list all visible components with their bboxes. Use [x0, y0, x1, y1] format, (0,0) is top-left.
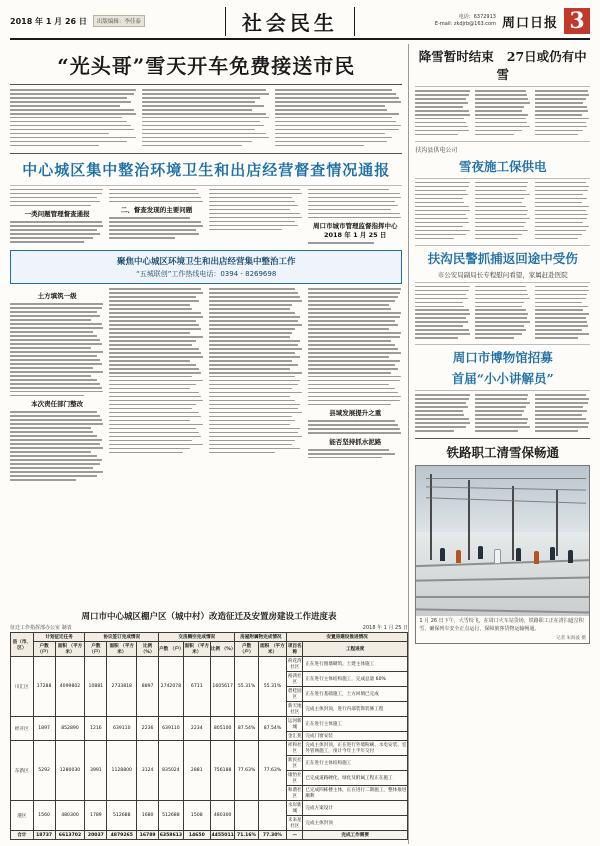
- cell-value: 1680: [137, 801, 159, 831]
- divider: [415, 141, 590, 142]
- page-number: 3: [564, 8, 590, 34]
- progress-table: [10, 632, 408, 840]
- notice-office: 周口市城市管理监督指挥中心 2018 年 1 月 25 日: [312, 222, 398, 240]
- cell-total-value: 77.30%: [258, 831, 287, 840]
- text-column: [109, 288, 203, 483]
- cell-value: 1605617: [210, 657, 235, 717]
- table-body: [11, 657, 408, 840]
- th-group-plan: 计划征迁任务: [33, 633, 85, 642]
- cell-region: 川汇区: [11, 657, 34, 717]
- th-hand-households: 户数 （户）: [159, 642, 184, 657]
- cell-project: 新民社区: [287, 756, 303, 771]
- th-plan-households: 户数 （户）: [33, 642, 55, 657]
- article-subhead-a: 土方填筑一级: [37, 292, 77, 301]
- cell-status: 已完成四栋楼主体，正在进行二期施工，整体推进顺利: [303, 786, 408, 801]
- headline-power-supply: 雪夜施工保供电: [458, 158, 547, 174]
- cell-value: 480300: [55, 801, 85, 831]
- cell-region: 东新区: [11, 741, 34, 801]
- text-column: [209, 288, 303, 483]
- text-column: [10, 189, 104, 246]
- article-subhead-c: 县域发展提升之重: [329, 409, 382, 418]
- cell-project: 康怡社区: [287, 771, 303, 786]
- th-project-name: 项目名称: [287, 642, 303, 657]
- text-column: [308, 288, 402, 483]
- th-plan-area: 面积 （平方米）: [55, 642, 85, 657]
- cell-value: 852890: [55, 717, 85, 741]
- table-row: [11, 801, 408, 816]
- text-column: [535, 394, 590, 434]
- railway-photo: [416, 466, 589, 616]
- cell-total-value: 16789: [137, 831, 159, 840]
- lead-story-columns: [10, 89, 402, 149]
- weather-headline-part1: 降雪暂时结束: [418, 49, 494, 64]
- cell-value: 4099802: [55, 657, 85, 717]
- table-group-header-row: [11, 633, 408, 642]
- contact-phone: 电话：6372913: [458, 13, 496, 20]
- table-meta-right: 2018 年 1 月 25 日: [362, 625, 408, 631]
- cell-project: 和谐社区: [287, 786, 303, 801]
- masthead-left: [10, 15, 145, 27]
- th-region: 县（市、区）: [11, 633, 34, 657]
- text-column: [415, 286, 470, 342]
- table-row: [11, 741, 408, 756]
- cell-value: 77.63%: [258, 741, 287, 801]
- text-column: [415, 90, 470, 138]
- cell-value: 1897: [33, 717, 55, 741]
- divider: [10, 185, 402, 186]
- table-meta: [10, 624, 408, 631]
- cell-region: 港区: [11, 801, 34, 831]
- divider: [415, 344, 590, 345]
- divider: [415, 178, 590, 179]
- cell-total-value: 6358613: [159, 832, 183, 838]
- cell-project: 荷花湾社区: [287, 657, 303, 672]
- cell-status: 正在进行主体结构施工，完成总量 60%: [303, 672, 408, 687]
- text-column: [475, 286, 530, 342]
- cell-project: 祥和社区: [287, 741, 303, 756]
- cell-value: 87.54%: [258, 717, 287, 741]
- headline-secondary-story: 中心城区集中整治环境卫生和出店经营督查情况通报: [22, 160, 391, 179]
- cell-value: 1508: [183, 801, 210, 831]
- headline-police-injury: 扶沟民警抓捕返回途中受伤: [427, 250, 578, 266]
- cell-status: 完成主体封顶: [303, 816, 408, 831]
- divider: [415, 245, 590, 246]
- cell-value: 480300: [210, 801, 235, 831]
- th-group-housing: 安置房建设推进情况: [287, 633, 408, 642]
- cell-value: 2733818: [107, 657, 137, 717]
- table-title: 周口市中心城区棚户区（城中村）改造征迁及安置房建设工作进度表: [81, 612, 337, 622]
- cell-value: 3991: [85, 741, 107, 801]
- text-column: [535, 182, 590, 242]
- masthead: [10, 6, 590, 40]
- table-meta-left: 征迁工作指挥部办公室 制表: [10, 625, 72, 631]
- cell-project: 未来星社区: [287, 816, 303, 831]
- cell-region: 经开区: [11, 717, 34, 741]
- divider: [415, 438, 590, 439]
- cell-status: 正在进行基础施工，土方回填已完成: [303, 687, 408, 702]
- divider: [10, 84, 402, 85]
- text-column: [109, 189, 203, 246]
- cell-value: 87.54%: [235, 717, 258, 741]
- weather-headline: [415, 47, 590, 83]
- text-column: [308, 189, 402, 246]
- long-article-columns: [10, 288, 402, 483]
- text-column: [475, 90, 530, 138]
- th-agree-area: 面积 （平方米）: [107, 642, 137, 657]
- photo-block: [415, 465, 590, 644]
- table-row: [11, 717, 408, 732]
- promo-hotline: “五城联创”工作热线电话：0394 - 8269698: [136, 270, 277, 279]
- cell-value: 805100: [210, 717, 235, 741]
- notice-subhead-2: 二、督查发现的主要问题: [120, 206, 193, 215]
- cell-value: 639110: [159, 717, 184, 741]
- cell-value: 512688: [107, 801, 137, 831]
- cell-value: 1280030: [55, 741, 85, 801]
- cell-total-label: 合计: [11, 831, 34, 840]
- cell-value: 2236: [137, 717, 159, 741]
- text-column: [415, 182, 470, 242]
- publication-date: 2018 年 1 月 26 日: [10, 16, 87, 26]
- cell-value: [258, 801, 287, 831]
- text-column: [10, 89, 137, 149]
- table-sub-header-row: [11, 642, 408, 657]
- cell-status: 完成方案设计: [303, 801, 408, 816]
- cell-project: 裕鸿社区: [287, 672, 303, 687]
- cell-project: 碧桂园区: [287, 687, 303, 702]
- section-title: 社会民生: [225, 7, 355, 36]
- cell-value: 2742078: [159, 657, 184, 717]
- cell-value: 756188: [210, 741, 235, 801]
- headline-railway-photo: 铁路职工清雪保畅通: [446, 445, 559, 461]
- cell-value: 1789: [85, 801, 107, 831]
- text-column: [475, 394, 530, 434]
- cell-total-project: —: [287, 831, 303, 840]
- th-hand-ratio: 比例 （%）: [210, 642, 235, 657]
- cell-total-status: 完成工作需要: [303, 831, 408, 840]
- table-total-row: [11, 831, 408, 840]
- cell-status: 完成门窗安装: [303, 732, 408, 741]
- cell-value: 1128800: [107, 741, 137, 801]
- contact-info: [435, 14, 496, 29]
- photo-caption: 1 月 26 日下午，大雪纷飞，在周口火车站货场，铁路职工正在清扫道岔积雪，确保列车安全正点运行，保障旅客货物运输畅通。: [419, 618, 584, 632]
- promo-box[interactable]: [10, 250, 402, 284]
- cell-project: 新天地社区: [287, 702, 303, 717]
- th-hand-area: 面积 （平方米）: [183, 642, 210, 657]
- right-column: [408, 44, 590, 844]
- cell-value: [235, 801, 258, 831]
- article-subhead-b: 本次责任部门整改: [31, 400, 84, 409]
- cell-value: 10881: [85, 657, 107, 717]
- text-column: [209, 189, 303, 246]
- cell-value: 55.31%: [235, 657, 258, 717]
- masthead-right: [435, 8, 590, 34]
- headline-museum-b: 首届“小小讲解员”: [451, 371, 554, 387]
- cell-value: 5292: [33, 741, 55, 801]
- weather-story-columns: [415, 90, 590, 138]
- table-row: [11, 657, 408, 672]
- th-group-handover: 交房腾空完成情况: [159, 633, 235, 642]
- notice-columns: [10, 189, 402, 246]
- cell-value: 639110: [107, 717, 137, 741]
- cell-value: 55.31%: [258, 657, 287, 717]
- cell-total-value: 20037: [85, 831, 107, 840]
- cell-total-value: 4879265: [107, 831, 137, 840]
- th-agree-ratio: 比例 （%）: [137, 642, 159, 657]
- cell-value: 6711: [183, 657, 210, 717]
- text-column: [415, 394, 470, 434]
- editor-tag: 出版编辑：李佳泰: [93, 15, 145, 27]
- story-kicker: 扶沟县供电公司: [415, 146, 458, 154]
- notice-subhead-1: 一类问题管理督查通报: [24, 210, 90, 219]
- police-story-subhead: 市公安局副局长专程慰问看望，家属赶赴医院: [437, 270, 568, 279]
- cell-total-value: 71.16%: [235, 831, 258, 840]
- divider: [415, 390, 590, 391]
- text-column: [535, 286, 590, 342]
- cell-value: 2881: [183, 741, 210, 801]
- cell-value: 512688: [159, 801, 184, 831]
- photo-credit: 记者 朱海波 摄: [556, 636, 586, 642]
- power-story-columns: [415, 182, 590, 242]
- cell-status: 正在进行主体结构施工: [303, 756, 408, 771]
- th-group-agreement: 协议签订完成情况: [85, 633, 159, 642]
- cell-status: 已完成道路硬化，绿化及附属工程正在施工: [303, 771, 408, 786]
- text-column: [535, 90, 590, 138]
- cell-value: 17288: [33, 657, 55, 717]
- cell-value: 835024: [159, 741, 184, 801]
- cell-value: 2234: [183, 717, 210, 741]
- th-attach-area: 面积 （平方米）: [258, 642, 287, 657]
- police-story-columns: [415, 286, 590, 342]
- text-column: [275, 89, 402, 149]
- th-agree-households: 户数 （户）: [85, 642, 107, 657]
- th-attach-households: 户数 （户）: [235, 642, 258, 657]
- headline-lead-story: “光头哥”雪天开车免费接送市民: [57, 54, 356, 78]
- museum-story-columns: [415, 394, 590, 434]
- promo-title: 聚焦中心城区环境卫生和出店经营集中整治工作: [116, 257, 296, 268]
- cell-total-value: 6613702: [55, 831, 85, 840]
- cell-value: 77.63%: [235, 741, 258, 801]
- cell-value: 1216: [85, 717, 107, 741]
- text-column: [142, 89, 269, 149]
- divider: [415, 86, 590, 87]
- th-group-attachments: 房屋附属物完成情况: [235, 633, 287, 642]
- cell-total-value: 14650: [183, 831, 210, 840]
- cell-value: 8897: [137, 657, 159, 717]
- text-column: [10, 288, 104, 483]
- cell-project: 金汇苑: [287, 732, 303, 741]
- th-project-status: 工程进度: [303, 642, 408, 657]
- progress-table-block: [10, 605, 408, 840]
- cell-status: 完成主体封顶，正在进行外墙粉刷、水电安装、室外管网施工，预计今年上半年交付: [303, 741, 408, 756]
- article-subhead-d: 能否坚持抓水泥路: [329, 437, 382, 446]
- cell-value: 1560: [33, 801, 55, 831]
- cell-project: 运河新城: [287, 717, 303, 732]
- divider: [415, 282, 590, 283]
- text-column: [475, 182, 530, 242]
- cell-total-value: 18737: [33, 831, 55, 840]
- headline-museum-a: 周口市博物馆招募: [452, 350, 553, 366]
- contact-email: E-mail: zkdjrb@163.com: [434, 21, 496, 27]
- weather-headline-part2: 27日或仍有中雪: [496, 49, 587, 82]
- cell-project: 水岸新城: [287, 801, 303, 816]
- cell-total-value: 4455011: [211, 832, 234, 838]
- cell-status: 完成主体封顶，进行内部装饰装修工程: [303, 702, 408, 717]
- cell-value: 3124: [137, 741, 159, 801]
- cell-status: 正在进行围墙砌筑、土建主体施工: [303, 657, 408, 672]
- divider: [10, 153, 402, 154]
- paper-logo: 周口日报: [501, 15, 558, 31]
- cell-status: 正在进行主体施工: [303, 717, 408, 732]
